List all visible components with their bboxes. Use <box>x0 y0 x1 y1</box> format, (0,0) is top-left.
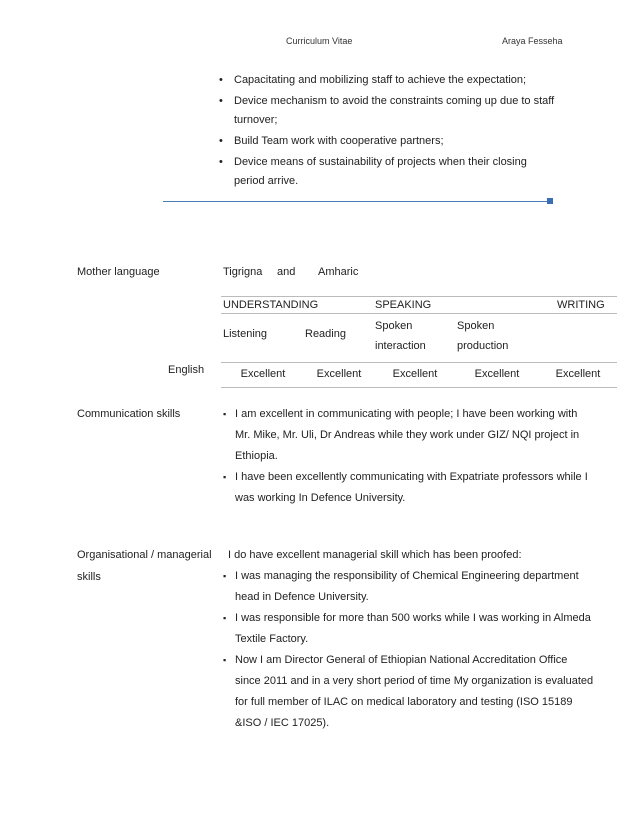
section-divider <box>163 201 548 202</box>
subheader-spoken-interaction: Spoken interaction <box>373 314 455 363</box>
bullet-icon: • <box>219 135 223 147</box>
english-reading-level: Excellent <box>303 363 373 388</box>
subheader-listening: Listening <box>221 314 303 363</box>
bullet-icon: • <box>219 74 223 86</box>
mother-language-2: Amharic <box>318 266 359 278</box>
column-header-writing: WRITING <box>537 297 617 314</box>
english-spoken-production-level: Excellent <box>455 363 537 388</box>
subheader-reading: Reading <box>303 314 373 363</box>
list-item: ▪ I am excellent in communicating with people; I have been working with Mr. Mike, Mr. Uli, Dr Andreas while they work under GIZ/ NQI project in Ethiopia. <box>228 404 620 467</box>
subheader-spoken-production: Spoken production <box>455 314 537 363</box>
organisational-intro: I do have excellent managerial skill which has been proofed: <box>228 549 522 561</box>
organisational-skills-label-2: skills <box>77 571 101 583</box>
organisational-skills-section <box>223 545 620 734</box>
bullet-icon: ▪ <box>223 655 227 665</box>
responsibility-list <box>216 72 556 194</box>
list-item: • Device mechanism to avoid the constraints coming up due to staff <box>219 95 555 107</box>
bullet-icon: ▪ <box>223 472 227 482</box>
list-item: • Capacitating and mobilizing staff to achieve the expectation; <box>219 74 527 86</box>
bullet-icon: • <box>219 156 223 168</box>
communication-skills-label: Communication skills <box>77 408 181 420</box>
bullet-icon: • <box>219 95 223 107</box>
bullet-icon: ▪ <box>223 409 227 419</box>
list-item: ▪ I was responsible for more than 500 works while I was working in Almeda Textile Factory. <box>228 608 620 650</box>
mother-language-and: and <box>277 266 296 278</box>
list-item: ▪ I was managing the responsibility of Chemical Engineering department head in Defence University. <box>228 566 620 608</box>
column-header-understanding: UNDERSTANDING <box>221 297 373 314</box>
column-header-speaking: SPEAKING <box>373 297 537 314</box>
bullet-icon: ▪ <box>223 613 227 623</box>
organisational-skills-label: Organisational / managerial <box>77 549 212 561</box>
language-table <box>221 296 617 388</box>
list-item: • Build Team work with cooperative partners; <box>219 135 444 147</box>
communication-skills-section <box>223 404 620 509</box>
mother-language-1: Tigrigna <box>223 266 263 278</box>
english-writing-level: Excellent <box>537 363 617 388</box>
mother-language-label: Mother language <box>77 266 160 278</box>
subheader-writing-empty <box>537 314 617 363</box>
english-spoken-interaction-level: Excellent <box>373 363 455 388</box>
list-item: ▪ Now I am Director General of Ethiopian National Accreditation Office since 2011 and in a very short period of time My organization is evaluated for full member of ILAC on medical laboratory and testing (ISO 15189 &ISO / IEC 17025). <box>228 650 620 734</box>
list-item-continuation: turnover; <box>234 114 278 126</box>
english-label: English <box>168 364 205 376</box>
list-item-continuation: period arrive. <box>234 175 299 187</box>
doc-title: Curriculum Vitae <box>286 36 353 46</box>
english-listening-level: Excellent <box>221 363 303 388</box>
divider-end-square <box>547 198 553 204</box>
bullet-icon: ▪ <box>223 571 227 581</box>
list-item: • Device means of sustainability of projects when their closing <box>219 156 527 168</box>
list-item: ▪ I have been excellently communicating with Expatriate professors while I was working In Defence University. <box>228 467 620 509</box>
author-name: Araya Fesseha <box>502 36 563 46</box>
